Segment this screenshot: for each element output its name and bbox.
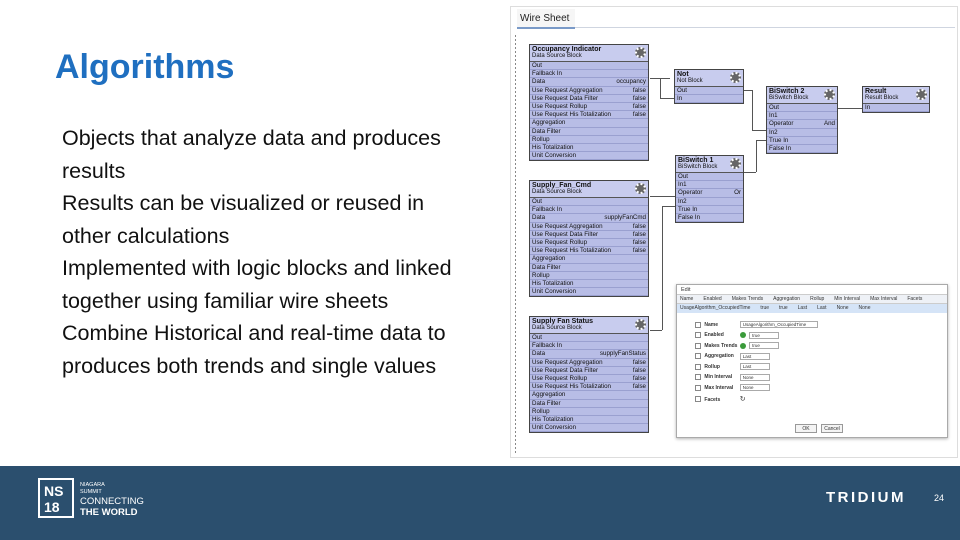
wire <box>662 206 676 207</box>
block-slot[interactable]: Rollup <box>530 408 648 416</box>
checkbox[interactable] <box>695 364 701 370</box>
field-label: Max Interval <box>704 384 734 391</box>
block-header <box>675 70 743 87</box>
table-cell: None <box>836 305 849 311</box>
wire <box>650 196 676 197</box>
block-slot[interactable]: Fallback In <box>530 206 648 214</box>
block-slot[interactable]: Data occupancy <box>532 78 646 86</box>
wire <box>756 140 766 141</box>
bullet-list <box>62 122 502 382</box>
block-slot[interactable]: True In <box>676 206 743 214</box>
block-slot[interactable]: His Totalization <box>530 416 648 424</box>
bullet-item: Objects that analyze data and produces results <box>62 126 441 183</box>
makes-trends-select[interactable]: true <box>749 342 779 349</box>
checkbox[interactable] <box>695 343 701 349</box>
block-type: Data Source Block <box>532 325 582 332</box>
column-header[interactable]: Name <box>680 296 694 302</box>
block-slot[interactable]: Use Request His Totalization false <box>532 247 646 255</box>
enabled-select[interactable]: true <box>749 332 779 339</box>
wire <box>756 140 757 172</box>
wiresheet-tab[interactable]: Wire Sheet <box>517 9 575 29</box>
field-min-interval <box>677 372 947 383</box>
field-label: Makes Trends <box>704 342 738 349</box>
panel-edge <box>515 35 516 455</box>
table-cell: Last <box>797 305 808 311</box>
block-slot[interactable]: Data Filter <box>530 400 648 408</box>
field-label: Enabled <box>704 332 724 339</box>
block-slot[interactable]: Use Request Aggregation false <box>532 358 646 366</box>
block-name: Result <box>865 88 887 95</box>
field-max-interval <box>677 382 947 393</box>
footer-bar <box>0 466 960 540</box>
block-slot[interactable]: Aggregation <box>530 119 648 127</box>
tab-divider <box>575 27 955 28</box>
field-label: Rollup <box>704 363 720 370</box>
block-slot[interactable]: Rollup <box>530 272 648 280</box>
min-interval-select[interactable]: None <box>740 374 770 381</box>
block-slot[interactable]: In <box>863 104 929 112</box>
block-slot[interactable]: In1 <box>676 181 743 189</box>
niagara-summit-logo <box>38 478 144 526</box>
connecting-label: CONNECTING <box>80 496 144 507</box>
wire <box>838 108 862 109</box>
block-slot[interactable]: Operator Or <box>678 189 741 197</box>
field-facets <box>677 393 947 404</box>
table-row[interactable] <box>677 304 947 313</box>
table-cell: Last <box>817 305 827 311</box>
wire <box>660 78 661 98</box>
block-name: Not <box>677 71 689 78</box>
wire <box>650 330 662 331</box>
cancel-button[interactable]: Cancel <box>821 424 843 433</box>
table-cell: None <box>858 305 871 311</box>
block-slot[interactable]: Aggregation <box>530 255 648 263</box>
checkbox[interactable] <box>695 374 701 380</box>
dialog-buttons <box>795 424 843 433</box>
edit-dialog <box>676 284 948 438</box>
block-slot[interactable]: False In <box>767 145 837 153</box>
max-interval-select[interactable]: None <box>740 384 770 391</box>
field-makes-trends <box>677 340 947 351</box>
column-header[interactable]: Enabled <box>703 296 722 302</box>
logic-block[interactable] <box>529 316 649 433</box>
block-slot[interactable]: Out <box>530 198 648 206</box>
block-type: BiSwitch Block <box>769 95 809 102</box>
block-slot[interactable]: Fallback In <box>530 342 648 350</box>
the-world-label: THE WORLD <box>80 507 138 518</box>
table-header <box>677 295 947 304</box>
block-header <box>863 87 929 104</box>
gear-icon[interactable] <box>635 47 646 58</box>
block-type: BiSwitch Block <box>678 164 718 171</box>
block-type: Result Block <box>865 95 899 102</box>
block-slot[interactable]: Use Request Aggregation false <box>532 222 646 230</box>
gear-icon[interactable] <box>916 89 927 100</box>
block-slot[interactable]: His Totalization <box>530 280 648 288</box>
column-header[interactable]: Aggregation <box>773 296 801 302</box>
block-name: BiSwitch 1 <box>678 157 714 164</box>
block-slot[interactable]: Out <box>767 104 837 112</box>
checkbox[interactable] <box>695 332 701 338</box>
block-slot[interactable]: In2 <box>767 129 837 137</box>
logic-block[interactable] <box>675 155 744 223</box>
block-slot[interactable]: Aggregation <box>530 391 648 399</box>
field-label: Min Interval <box>704 374 733 381</box>
block-slot[interactable]: Use Request Rollup false <box>532 238 646 246</box>
block-slot[interactable]: In1 <box>767 112 837 120</box>
gear-icon[interactable] <box>635 319 646 330</box>
block-name: Supply_Fan_Cmd <box>532 182 592 189</box>
field-name <box>677 319 947 330</box>
gear-icon[interactable] <box>730 158 741 169</box>
wire <box>752 130 766 131</box>
block-slot[interactable]: False In <box>676 214 743 222</box>
table-cell: UsageAlgorithm_OccupiedTime <box>680 305 751 311</box>
block-header <box>530 45 648 62</box>
page-number: 24 <box>934 493 945 503</box>
logic-block[interactable] <box>766 86 838 154</box>
block-slot[interactable]: Unit Conversion <box>530 152 648 160</box>
slide-title: Algorithms <box>55 48 235 86</box>
block-header <box>530 317 648 334</box>
status-dot-icon <box>740 343 746 349</box>
ns18-badge: NS 18 <box>38 478 74 518</box>
block-slot[interactable]: Use Request Aggregation false <box>532 86 646 94</box>
block-name: BiSwitch 2 <box>769 88 805 95</box>
block-header <box>676 156 743 173</box>
field-label: Facets <box>704 396 721 403</box>
block-header <box>767 87 837 104</box>
table-cell: true <box>779 305 788 311</box>
checkbox[interactable] <box>695 353 701 359</box>
field-rollup <box>677 361 947 372</box>
checkbox[interactable] <box>695 385 701 391</box>
gear-icon[interactable] <box>730 72 741 83</box>
block-slot[interactable]: Use Request Rollup false <box>532 374 646 382</box>
wire <box>662 206 663 330</box>
gear-icon[interactable] <box>824 89 835 100</box>
aggregation-select[interactable]: Last <box>740 353 770 360</box>
block-name: Supply Fan Status <box>532 318 594 325</box>
block-type: Not Block <box>677 78 703 85</box>
block-name: Occupancy Indicator <box>532 46 602 53</box>
wire <box>744 172 756 173</box>
column-header[interactable]: Facets <box>907 296 923 302</box>
block-slot[interactable]: Use Request Rollup false <box>532 102 646 110</box>
dialog-title: Edit <box>677 285 947 295</box>
logic-block[interactable] <box>862 86 930 113</box>
field-label: Aggregation <box>704 353 734 360</box>
bullet-item: Combine Historical and real-time data to produces both trends and single values <box>62 321 446 378</box>
field-aggregation <box>677 351 947 362</box>
block-slot[interactable]: Operator And <box>769 120 835 128</box>
status-dot-icon <box>740 332 746 338</box>
gear-icon[interactable] <box>635 183 646 194</box>
table-cell: true <box>760 305 770 311</box>
summit-label: NIAGARA SUMMIT <box>80 482 105 495</box>
block-slot[interactable]: In <box>675 95 743 103</box>
block-slot[interactable]: Unit Conversion <box>530 424 648 432</box>
block-slot[interactable]: Use Request Data Filter false <box>532 366 646 374</box>
block-slot[interactable]: Out <box>530 62 648 70</box>
bullet-item: Implemented with logic blocks and linked together using familiar wire sheets <box>62 256 452 313</box>
block-slot[interactable]: Fallback In <box>530 70 648 78</box>
tridium-logo: TRIDIUM <box>826 489 906 506</box>
bullet-item: Results can be visualized or reused in other calculations <box>62 191 425 248</box>
column-header[interactable]: Min Interval <box>834 296 861 302</box>
block-slot[interactable]: Data supplyFanCmd <box>532 214 646 222</box>
column-header[interactable]: Max Interval <box>870 296 898 302</box>
facets-edit-icon[interactable]: ↻ <box>739 395 746 403</box>
wire <box>660 98 674 99</box>
block-slot[interactable]: Use Request Data Filter false <box>532 230 646 238</box>
block-slot[interactable]: Rollup <box>530 136 648 144</box>
checkbox[interactable] <box>695 322 701 328</box>
block-slot[interactable]: Data Filter <box>530 264 648 272</box>
block-slot[interactable]: Out <box>675 87 743 95</box>
block-slot[interactable]: His Totalization <box>530 144 648 152</box>
column-header[interactable]: Makes Trends <box>731 296 764 302</box>
block-slot[interactable]: Use Request Data Filter false <box>532 94 646 102</box>
block-slot[interactable]: Use Request His Totalization false <box>532 383 646 391</box>
rollup-select[interactable]: Last <box>740 363 770 370</box>
block-slot[interactable]: Data supplyFanStatus <box>532 350 646 358</box>
block-type: Data Source Block <box>532 189 582 196</box>
block-slot[interactable]: Data Filter <box>530 128 648 136</box>
field-label: Name <box>704 321 719 328</box>
name-input[interactable]: UsageAlgorithm_OccupiedTime <box>740 321 818 328</box>
block-slot[interactable]: Unit Conversion <box>530 288 648 296</box>
logic-block[interactable] <box>529 44 649 161</box>
block-header <box>530 181 648 198</box>
logic-block[interactable] <box>674 69 744 104</box>
block-slot[interactable]: In2 <box>676 198 743 206</box>
column-header[interactable]: Rollup <box>810 296 825 302</box>
wire <box>752 90 753 130</box>
block-type: Data Source Block <box>532 53 582 60</box>
checkbox[interactable] <box>695 396 701 402</box>
logic-block[interactable] <box>529 180 649 297</box>
block-slot[interactable]: Out <box>530 334 648 342</box>
block-slot[interactable]: Use Request His Totalization false <box>532 111 646 119</box>
ok-button[interactable]: OK <box>795 424 817 433</box>
block-slot[interactable]: True In <box>767 137 837 145</box>
field-enabled <box>677 330 947 341</box>
block-slot[interactable]: Out <box>676 173 743 181</box>
